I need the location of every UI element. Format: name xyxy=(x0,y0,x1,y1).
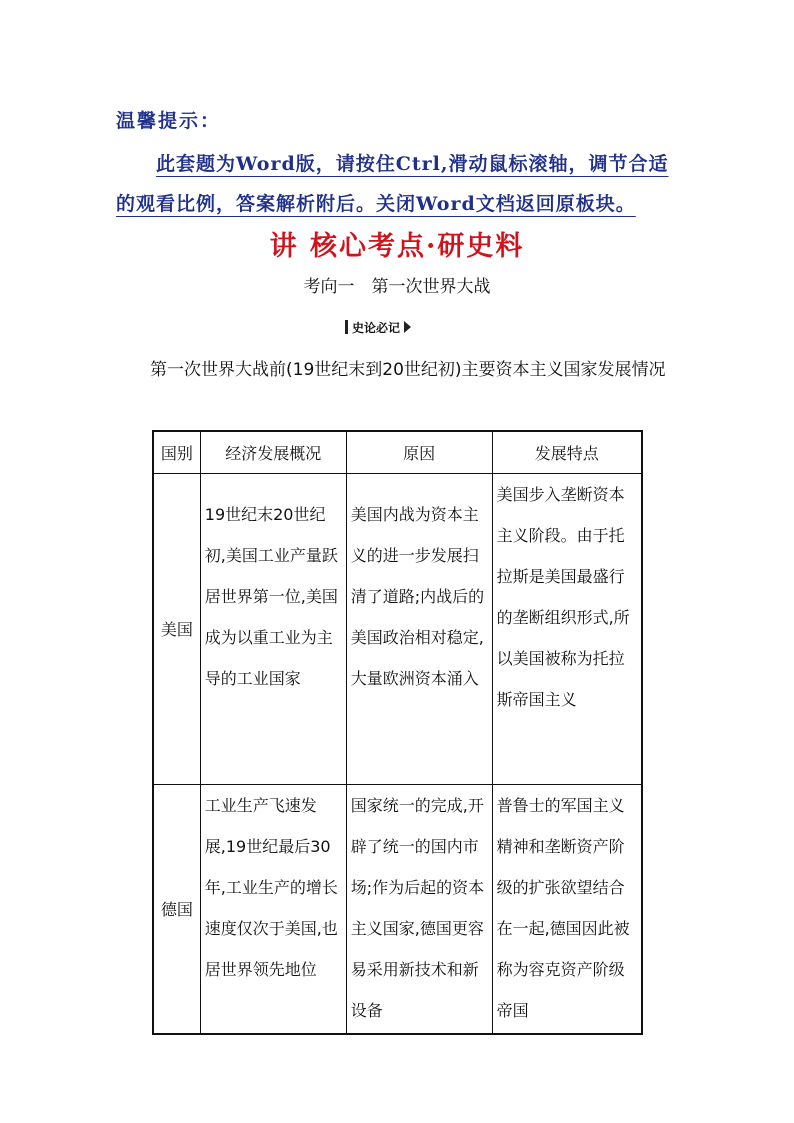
country-cell: 德国 xyxy=(153,785,200,1035)
sub-title: 考向一 第一次世界大战 xyxy=(303,277,491,297)
tag-bar-icon xyxy=(345,320,348,334)
tag-label: 史论必记 xyxy=(351,320,400,335)
tag-arrow-icon xyxy=(404,321,411,333)
header-cell: 国别 xyxy=(153,431,200,474)
development-table xyxy=(152,430,643,1035)
section-tag xyxy=(326,318,430,336)
header-cell: 原因 xyxy=(346,431,492,474)
economy-cell: 19世纪末20世纪初,美国工业产量跃居世界第一位,美国成为以重工业为主导的工业国家 xyxy=(200,474,346,785)
tip-body xyxy=(116,144,684,224)
table-row xyxy=(153,785,642,1035)
reason-cell: 美国内战为资本主义的进一步发展扫清了道路;内战后的美国政治相对稳定,大量欧洲资本涌入 xyxy=(346,474,492,785)
feature-cell: 美国步入垄断资本主义阶段。由于托拉斯是美国最盛行的垄断组织形式,所以美国被称为托拉斯帝国主义 xyxy=(492,474,642,785)
feature-cell: 普鲁士的军国主义精神和垄断资产阶级的扩张欲望结合在一起,德国因此被称为容克资产阶级帝国 xyxy=(492,785,642,1035)
table-row xyxy=(153,474,642,785)
intro-paragraph: 第一次世界大战前(19世纪末到20世纪初)主要资本主义国家发展情况 xyxy=(150,360,666,380)
table-header-row xyxy=(153,431,642,474)
header-cell: 经济发展概况 xyxy=(200,431,346,474)
section-title: 讲 核心考点·研史料 xyxy=(269,231,525,262)
tip-title: 温馨提示： xyxy=(116,110,222,132)
reason-cell: 国家统一的完成,开辟了统一的国内市场;作为后起的资本主义国家,德国更容易采用新技术和新设备 xyxy=(346,785,492,1035)
tip-body-text: 此套题为Word版，请按住Ctrl,滑动鼠标滚轴，调节合适的观看比例，答案解析附后。关闭Word文档返回原板块。 xyxy=(116,153,669,215)
economy-cell: 工业生产飞速发展,19世纪最后30年,工业生产的增长速度仅次于美国,也居世界领先地位 xyxy=(200,785,346,1035)
country-cell: 美国 xyxy=(153,474,200,785)
header-cell: 发展特点 xyxy=(492,431,642,474)
